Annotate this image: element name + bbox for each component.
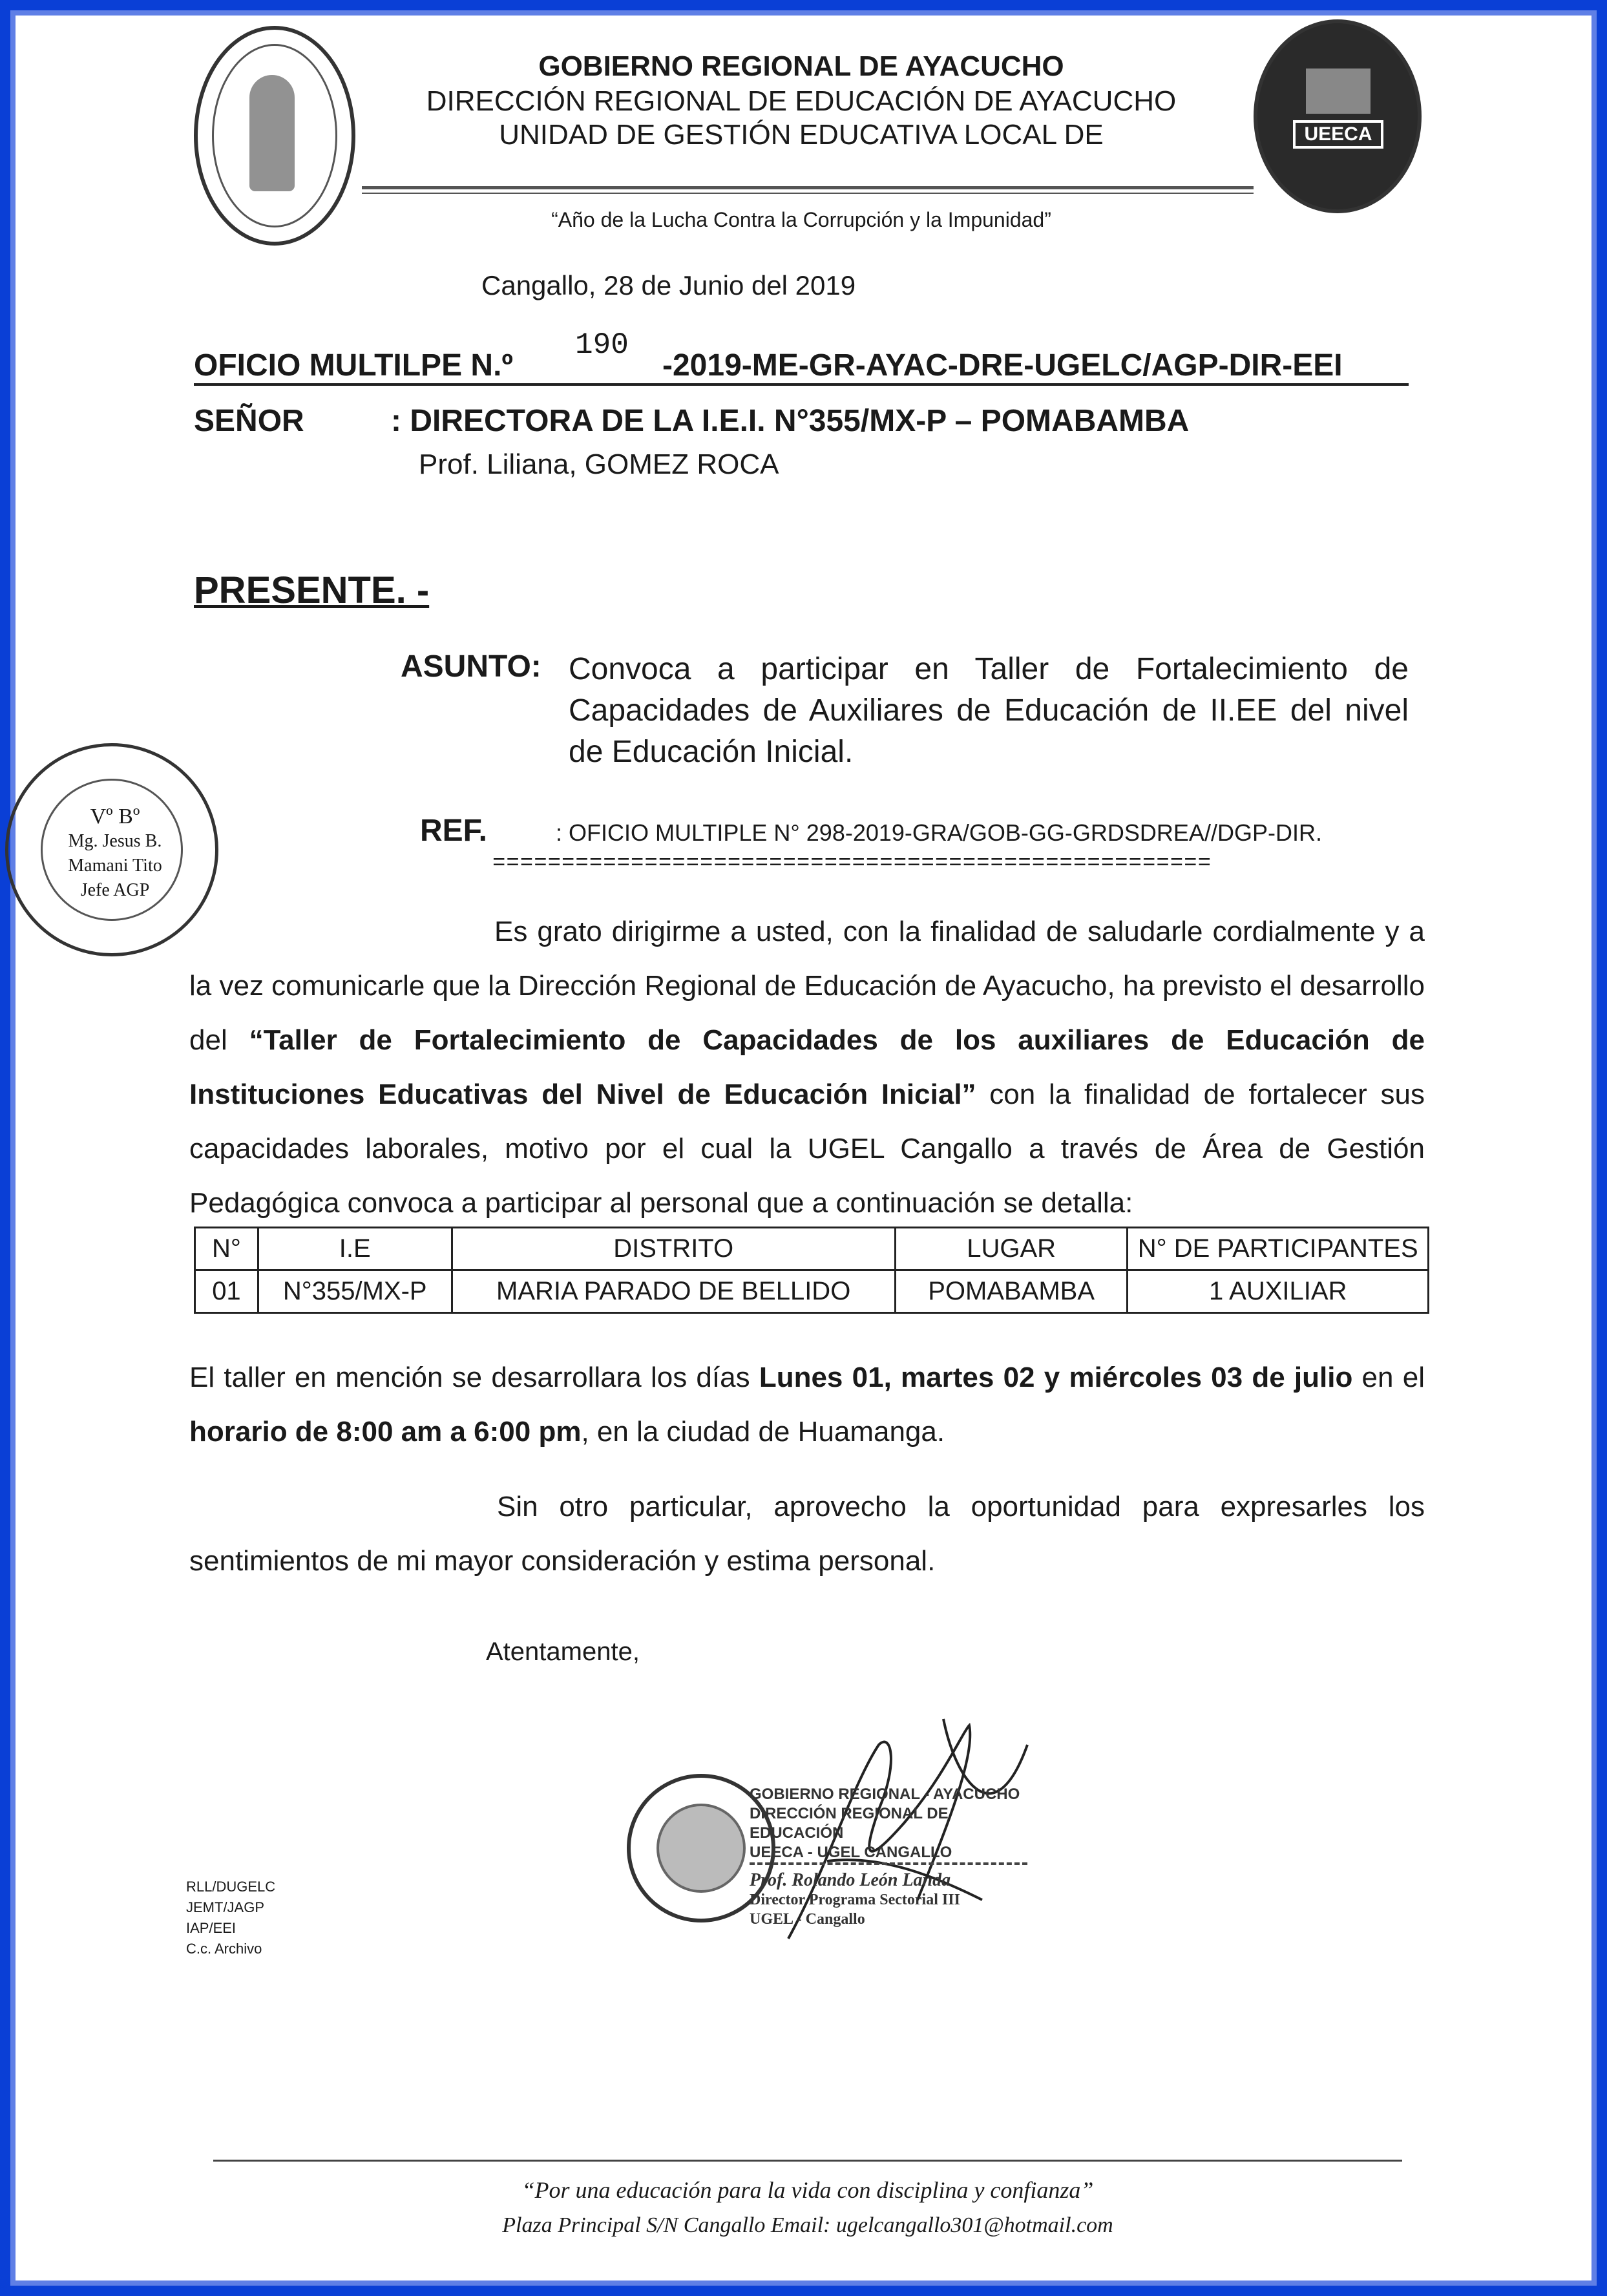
p2-text-c: , en la ciudad de Huamanga. [581, 1416, 945, 1448]
vobo-line1: Vº Bº [90, 805, 140, 828]
header-unit: UNIDAD DE GESTIÓN EDUCATIVA LOCAL DE [499, 119, 1104, 151]
vobo-line4: Jefe AGP [80, 880, 150, 900]
stamp-line2: DIRECCIÓN REGIONAL DE EDUCACIÓN [750, 1805, 949, 1842]
signatory-role: Director Programa Sectorial III [750, 1891, 960, 1908]
reference-initials [186, 1877, 275, 1959]
vobo-stamp [5, 743, 218, 956]
cell-district: MARIA PARADO DE BELLIDO [452, 1270, 895, 1313]
initials-line: RLL/DUGELC [186, 1879, 276, 1895]
table-row [195, 1270, 1429, 1313]
oficio-number: 190 [575, 328, 629, 362]
oficio-underline [194, 383, 1409, 386]
ref-separator: ==================================================== [492, 852, 1212, 876]
stamp-institution [750, 1785, 1021, 1862]
body-paragraph-2 [189, 1351, 1425, 1459]
p2-schedule: horario de 8:00 am a 6:00 pm [189, 1416, 582, 1448]
cell-place: POMABAMBA [895, 1270, 1128, 1313]
addressee-label: SEÑOR [194, 404, 304, 438]
header-divider-thin [362, 193, 1254, 194]
p2-text-b: en el [1352, 1362, 1425, 1393]
body-paragraph-1 [189, 905, 1425, 1230]
asunto-label: ASUNTO: [401, 649, 541, 684]
ref-text: : OFICIO MULTIPLE N° 298-2019-GRA/GOB-GG-GRDSDREA//DGP-DIR. [556, 819, 1322, 846]
closing-salutation: Atentamente, [486, 1638, 640, 1666]
seal-emblem [249, 75, 295, 191]
seal-building-icon [1306, 68, 1371, 114]
footer-contact: Plaza Principal S/N Cangallo Email: ugelcangallo301@hotmail.com [502, 2213, 1113, 2237]
table-header-row [195, 1228, 1429, 1270]
cell-participants: 1 AUXILIAR [1128, 1270, 1429, 1313]
initials-line: JEMT/JAGP [186, 1899, 265, 1915]
oficio-label: OFICIO MULTILPE N.º [194, 348, 513, 383]
ref-label: REF. [420, 814, 488, 848]
year-motto: “Año de la Lucha Contra la Corrupción y la Impunidad” [551, 208, 1051, 231]
cell-number: 01 [195, 1270, 258, 1313]
stamp-dashed-line [750, 1862, 1027, 1865]
signatory-name: Prof. Rolando León Landa [750, 1870, 951, 1890]
cell-ie: N°355/MX-P [258, 1270, 452, 1313]
vobo-line3: Mamani Tito [68, 856, 162, 876]
body-paragraph-3: Sin otro particular, aprovecho la oportunidad para expresarles los sentimientos de mi mayor consideración y estima personal. [189, 1491, 1425, 1577]
col-header-participants: N° DE PARTICIPANTES [1128, 1228, 1429, 1270]
ugel-seal-right [1254, 19, 1422, 213]
vobo-line2: Mg. Jesus B. [68, 831, 162, 851]
oficio-code: -2019-ME-GR-AYAC-DRE-UGELC/AGP-DIR-EEI [662, 348, 1343, 383]
col-header-place: LUGAR [895, 1228, 1128, 1270]
p2-text-a: El taller en mención se desarrollara los días [189, 1362, 759, 1393]
addressee-title: : DIRECTORA DE LA I.E.I. N°355/MX-P – POMABAMBA [391, 404, 1190, 438]
initials-line: C.c. Archivo [186, 1941, 262, 1957]
header-divider [362, 186, 1254, 189]
p1-text-b: con la finalidad de fortalecer sus capacidades laborales, motivo por el cual la UGEL Cangallo a través de Área de Gestión Pedagógica convoca a participar al personal que a continuación se detalla: [189, 1079, 1425, 1219]
header-direction: DIRECCIÓN REGIONAL DE EDUCACIÓN DE AYACUCHO [426, 85, 1177, 117]
p1-text-a: Es grato dirigirme a usted, con la finalidad de saludarle cordialmente y a la vez comunicarle que la Dirección Regional de Educación de Ayacucho, ha previsto el desarrollo del [189, 916, 1425, 1056]
col-header-number: N° [195, 1228, 258, 1270]
regional-seal-left [194, 26, 355, 246]
p1-workshop-title: “Taller de Fortalecimiento de Capacidades de los auxiliares de Educación de Instituciones Educativas del Nivel de Educación Inicial” [189, 1024, 1425, 1110]
stamp-line3: UEECA - UGEL CANGALLO [750, 1844, 952, 1861]
participants-table [194, 1227, 1429, 1314]
asunto-text: Convoca a participar en Taller de Fortalecimiento de Capacidades de Auxiliares de Educación de II.EE del nivel de Educación Inicial. [569, 652, 1409, 769]
document-date: Cangallo, 28 de Junio del 2019 [481, 270, 856, 300]
signatory-office: UGEL - Cangallo [750, 1911, 865, 1928]
official-seal-emblem [656, 1804, 746, 1893]
col-header-ie: I.E [258, 1228, 452, 1270]
stamp-line1: GOBIERNO REGIONAL - AYACUCHO [750, 1785, 1020, 1803]
col-header-district: DISTRITO [452, 1228, 895, 1270]
addressee-name: Prof. Liliana, GOMEZ ROCA [419, 448, 779, 480]
seal-badge: UEECA [1293, 120, 1383, 149]
stamp-signatory [750, 1871, 1034, 1929]
initials-line: IAP/EEI [186, 1920, 236, 1936]
vobo-stamp-text [60, 805, 170, 903]
p2-dates: Lunes 01, martes 02 y miércoles 03 de julio [759, 1362, 1353, 1393]
header-government: GOBIERNO REGIONAL DE AYACUCHO [538, 50, 1064, 82]
presente-heading: PRESENTE. - [194, 569, 430, 611]
footer-slogan: “Por una educación para la vida con disciplina y confianza” [521, 2177, 1094, 2203]
footer-divider [213, 2160, 1402, 2162]
